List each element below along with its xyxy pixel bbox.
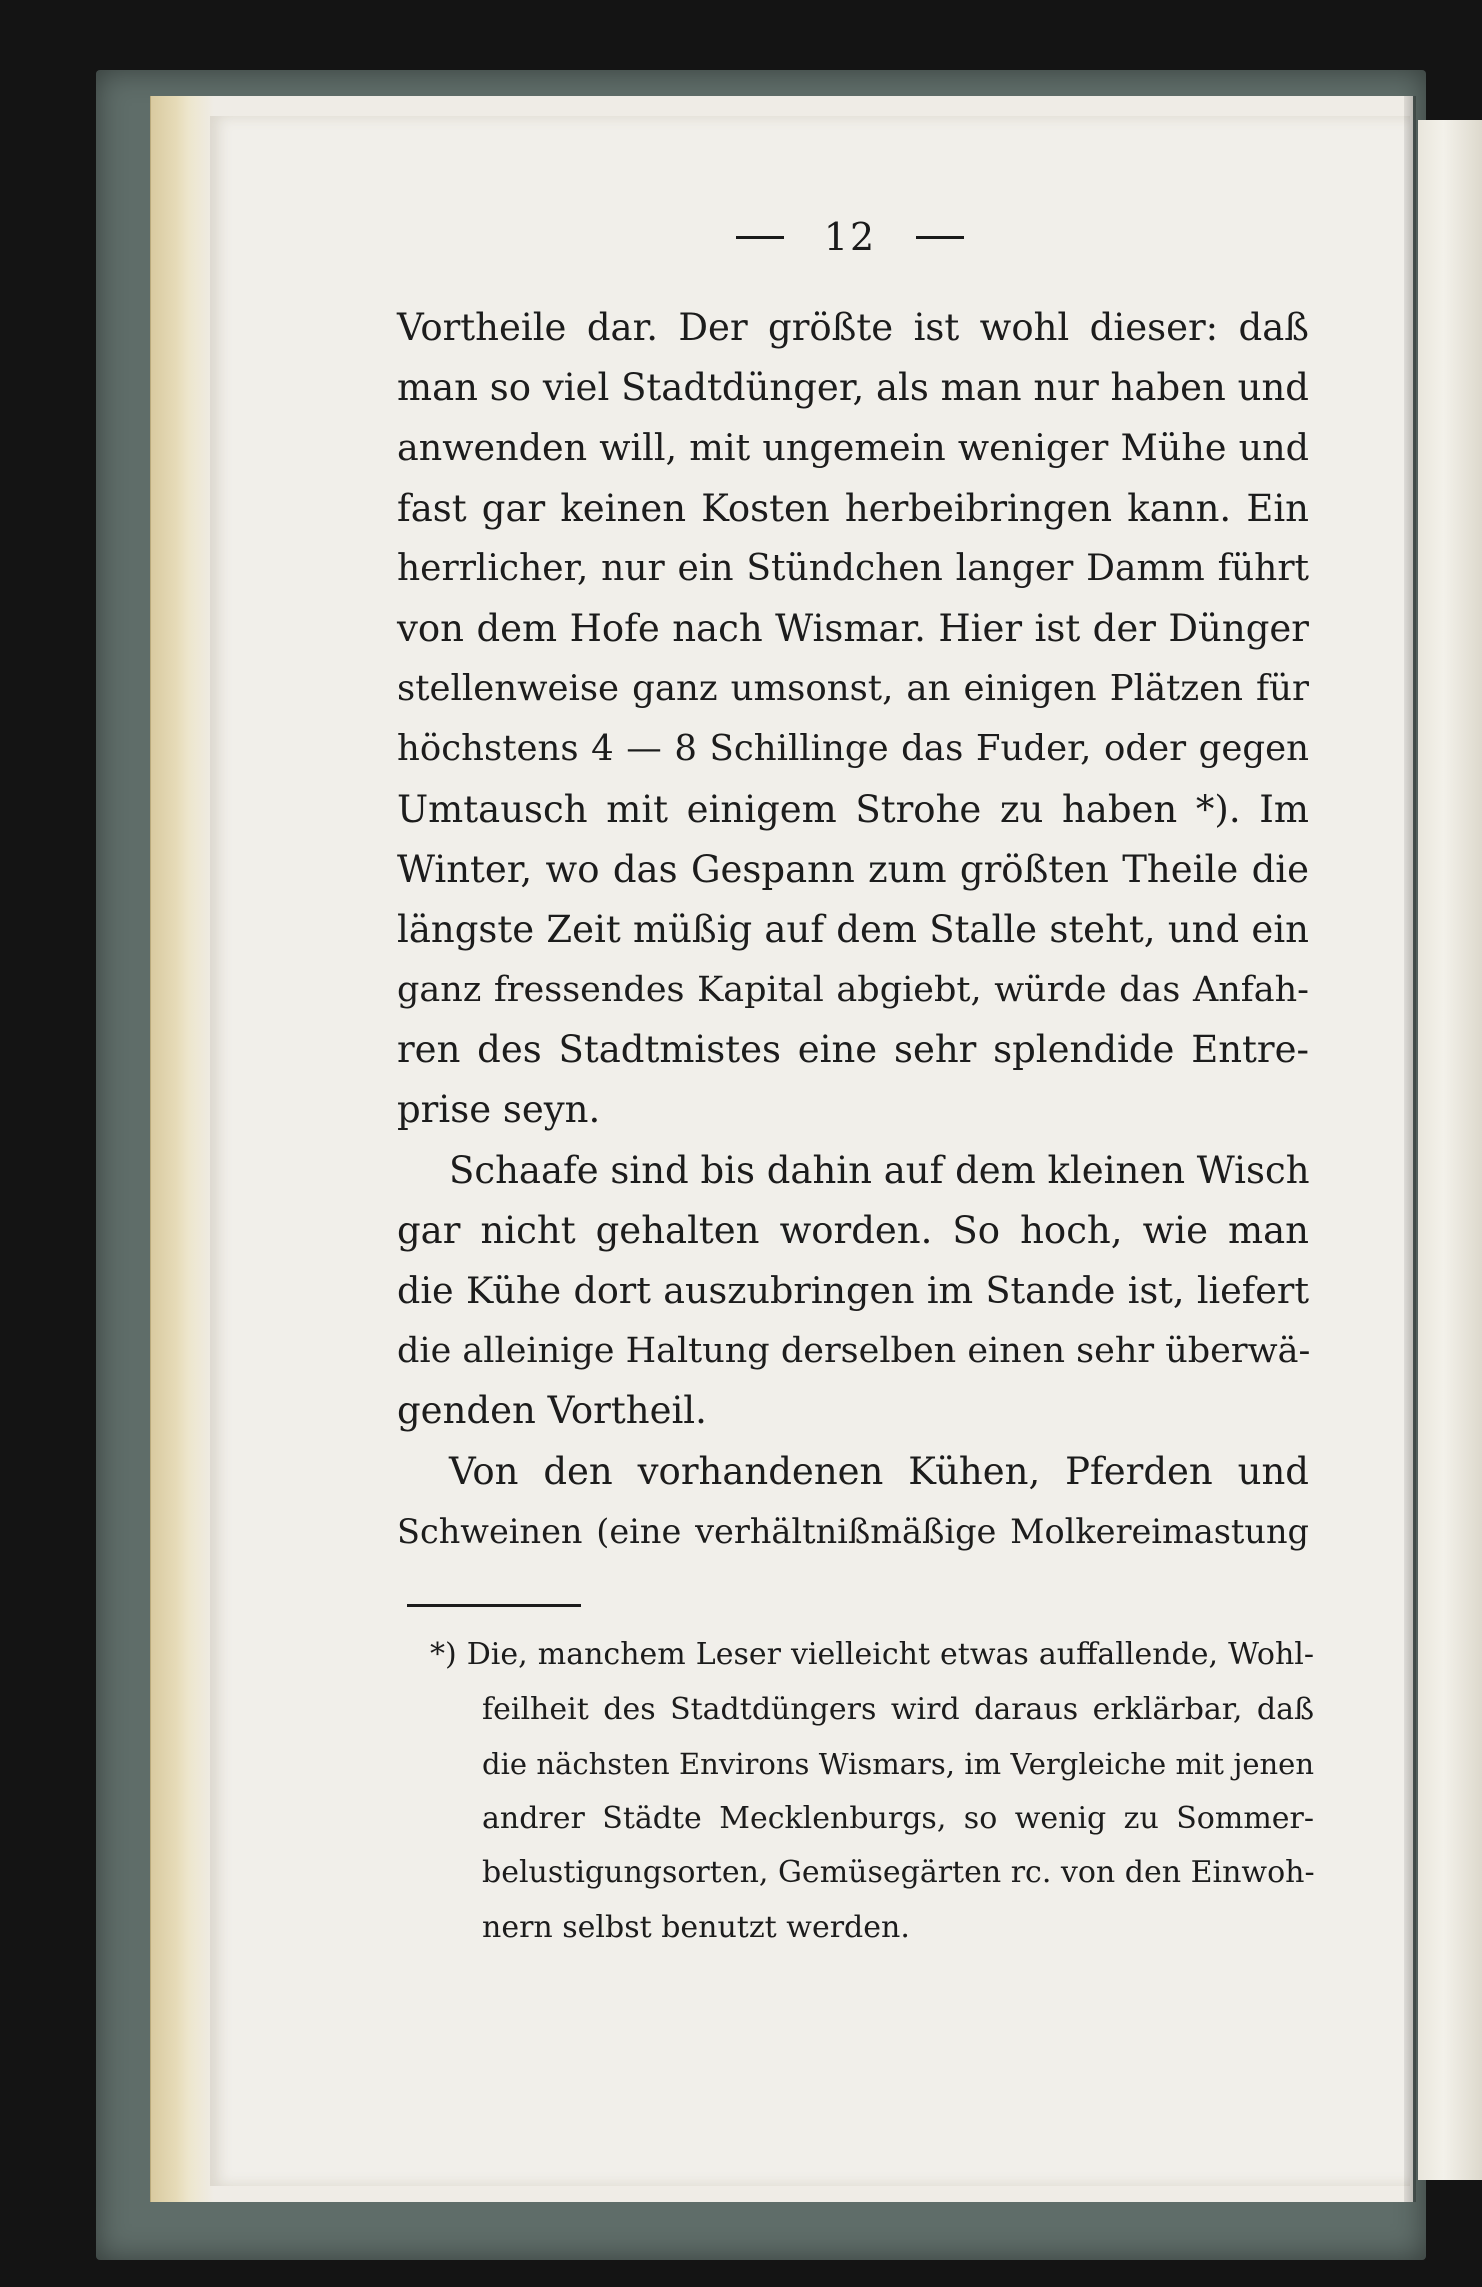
page-number: 12 (823, 215, 877, 259)
text-line: anwenden will, mit ungemein weniger Mühe und (397, 426, 1309, 470)
text-line: Schweinen (eine verhältnißmäßige Molkereimastung (397, 1511, 1309, 1551)
text-line: Schaafe sind bis dahin auf dem kleinen Wisch (449, 1148, 1310, 1192)
text-line: die alleinige Haltung derselben einen sehr überwä- (397, 1331, 1311, 1372)
footnote-rule (407, 1604, 581, 1607)
footnote-line: *) Die, manchem Leser vielleicht etwas auffallende, Wohl- (430, 1637, 1314, 1672)
body-text (397, 298, 1309, 1562)
text-line: fast gar keinen Kosten herbeibringen kann. Ein (397, 486, 1309, 530)
text-line: gar nicht gehalten worden. So hoch, wie man (397, 1208, 1309, 1252)
footnote-line: belustigungsorten, Gemüsegärten rc. von den Einwoh- (482, 1855, 1315, 1890)
page-edges-right (1418, 120, 1482, 2180)
text-line: stellenweise ganz umsonst, an einigen Plätzen für (397, 668, 1309, 710)
footnote-line: andrer Städte Mecklenburgs, so wenig zu Sommer- (482, 1800, 1314, 1836)
text-line: Winter, wo das Gespann zum größten Theile die (397, 847, 1309, 891)
text-line: längste Zeit müßig auf dem Stalle steht, und ein (397, 907, 1309, 951)
text-line: Umtausch mit einigem Strohe zu haben *). Im (397, 787, 1309, 831)
text-line: man so viel Stadtdünger, als man nur haben und (397, 366, 1309, 410)
footnote-line: nern selbst benutzt werden. (482, 1909, 910, 1945)
footnote-line: die nächsten Environs Wismars, im Vergleiche mit jenen (482, 1747, 1314, 1781)
footnote (430, 1628, 1314, 1955)
header-dash-right (916, 236, 964, 239)
header-dash-left (736, 236, 784, 239)
text-line: ganz fressendes Kapital abgiebt, würde das Anfah- (397, 970, 1309, 1011)
text-line: von dem Hofe nach Wismar. Hier ist der Dünger (397, 606, 1309, 650)
text-line: die Kühe dort auszubringen im Stande ist, liefert (397, 1269, 1309, 1312)
text-line: ren des Stadtmistes eine sehr splendide Entre- (397, 1028, 1309, 1072)
footnote-line: feilheit des Stadtdüngers wird daraus erklärbar, daß (482, 1691, 1314, 1727)
text-line: Vortheile dar. Der größte ist wohl dieser: daß (397, 306, 1309, 349)
text-line: herrlicher, nur ein Stündchen langer Damm führt (397, 547, 1309, 589)
text-line: höchstens 4 — 8 Schillinge das Fuder, oder gegen (397, 728, 1309, 770)
text-line: prise seyn. (397, 1088, 601, 1132)
page-gutter-shadow (1404, 96, 1416, 2202)
text-line: Von den vorhandenen Kühen, Pferden und (449, 1449, 1309, 1493)
page-header (700, 212, 1000, 262)
text-line: genden Vortheil. (397, 1389, 707, 1433)
